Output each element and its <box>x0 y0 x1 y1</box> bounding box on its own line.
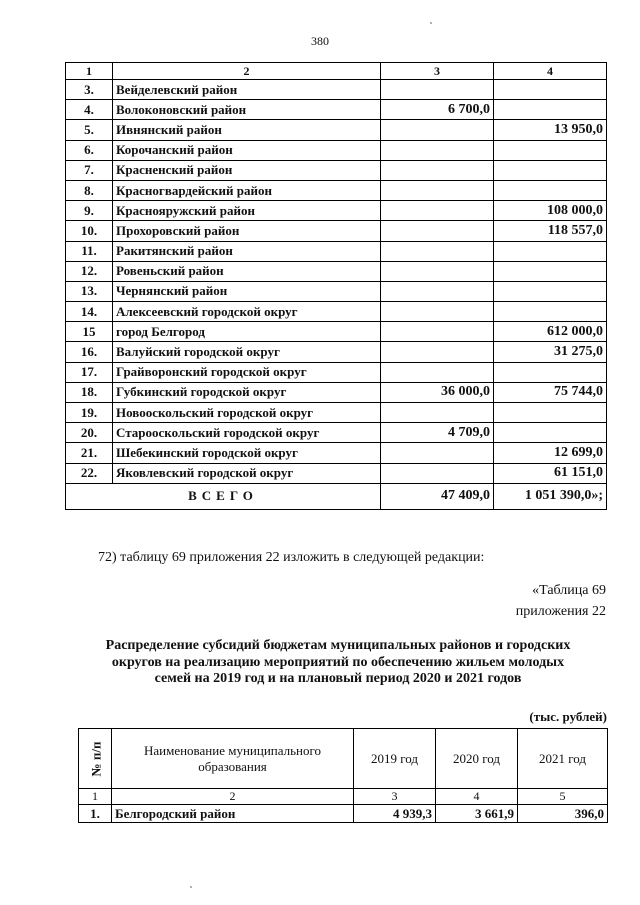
row-value-4 <box>494 80 607 100</box>
row-number: 9. <box>66 201 113 221</box>
table-row <box>66 120 607 140</box>
table-row <box>66 423 607 443</box>
row-value-4 <box>494 261 607 281</box>
page-number: 380 <box>311 34 329 48</box>
table-row <box>66 362 607 382</box>
row-name: Яковлевский городской округ <box>113 463 381 483</box>
row-value-4 <box>494 241 607 261</box>
row-number: 19. <box>66 403 113 423</box>
table-row <box>66 261 607 281</box>
table-row <box>66 443 607 463</box>
row-number: 12. <box>66 261 113 281</box>
row-value-3 <box>381 403 494 423</box>
row-name: Корочанский район <box>113 140 381 160</box>
table-title <box>70 638 606 688</box>
row-value-4: 108 000,0 <box>494 201 607 221</box>
row-name: Вейделевский район <box>113 80 381 100</box>
row-number: 11. <box>66 241 113 261</box>
row-number: 16. <box>66 342 113 362</box>
row-value-3 <box>381 281 494 301</box>
row-value-3 <box>381 463 494 483</box>
title-line: Распределение субсидий бюджетам муниципальных районов и городских <box>105 638 571 653</box>
table-row <box>66 100 607 120</box>
total-label: ВСЕГО <box>66 483 381 509</box>
row-value-4 <box>494 140 607 160</box>
row-value-2021: 396,0 <box>518 805 608 823</box>
header-num-text: № п/п <box>88 741 104 776</box>
row-value-3 <box>381 241 494 261</box>
row-name: Валуйский городской округ <box>113 342 381 362</box>
table-row <box>66 201 607 221</box>
row-name: Грайворонский городской округ <box>113 362 381 382</box>
row-number: 15 <box>66 322 113 342</box>
row-name: Красненский район <box>113 160 381 180</box>
row-name: город Белгород <box>113 322 381 342</box>
header-num <box>79 729 112 789</box>
table-row <box>66 382 607 402</box>
index-cell: 1 <box>79 789 112 805</box>
table-row <box>66 180 607 200</box>
row-name: Прохоровский район <box>113 221 381 241</box>
column-index-row <box>79 789 608 805</box>
row-number: 5. <box>66 120 113 140</box>
row-number: 18. <box>66 382 113 402</box>
row-name: Ивнянский район <box>113 120 381 140</box>
total-value-4: 1 051 390,0»; <box>494 483 607 509</box>
header-cell: 3 <box>381 63 494 80</box>
scan-speck <box>190 886 192 888</box>
header-cell: 1 <box>66 63 113 80</box>
row-name: Волоконовский район <box>113 100 381 120</box>
units-label: (тыс. рублей) <box>529 709 607 724</box>
table-row <box>79 805 608 823</box>
row-name: Губкинский городской округ <box>113 382 381 402</box>
title-line: округов на реализацию мероприятий по обеспечению жильем молодых <box>111 654 565 670</box>
row-value-4 <box>494 281 607 301</box>
row-value-3 <box>381 261 494 281</box>
row-name: Ровеньский район <box>113 261 381 281</box>
row-value-4 <box>494 302 607 322</box>
row-value-3 <box>381 160 494 180</box>
row-value-3: 6 700,0 <box>381 100 494 120</box>
header-2019: 2019 год <box>354 729 436 789</box>
row-name: Шебекинский городской округ <box>113 443 381 463</box>
row-name: Краснояружский район <box>113 201 381 221</box>
row-value-3 <box>381 201 494 221</box>
table-row <box>66 221 607 241</box>
row-value-3 <box>381 322 494 342</box>
table-row <box>66 281 607 301</box>
header-cell: 2 <box>113 63 381 80</box>
row-value-4: 118 557,0 <box>494 221 607 241</box>
total-row <box>66 483 607 509</box>
index-cell: 2 <box>112 789 354 805</box>
subsidy-table-69 <box>78 728 608 823</box>
row-name: Ракитянский район <box>113 241 381 261</box>
amendment-paragraph: 72) таблицу 69 приложения 22 изложить в следующей редакции: <box>98 550 485 565</box>
table-row <box>66 302 607 322</box>
header-2020: 2020 год <box>436 729 518 789</box>
row-number: 8. <box>66 180 113 200</box>
row-number: 21. <box>66 443 113 463</box>
row-value-4 <box>494 180 607 200</box>
scan-speck <box>430 22 432 24</box>
row-value-4: 612 000,0 <box>494 322 607 342</box>
row-name: Белгородский район <box>112 805 354 823</box>
row-number: 13. <box>66 281 113 301</box>
row-number: 20. <box>66 423 113 443</box>
row-name: Алексеевский городской округ <box>113 302 381 322</box>
row-number: 22. <box>66 463 113 483</box>
row-number: 1. <box>79 805 112 823</box>
row-value-4: 75 744,0 <box>494 382 607 402</box>
row-value-3 <box>381 342 494 362</box>
row-number: 6. <box>66 140 113 160</box>
row-value-4 <box>494 160 607 180</box>
header-cell: 4 <box>494 63 607 80</box>
row-value-3 <box>381 221 494 241</box>
table-row <box>66 140 607 160</box>
header-name: Наименование муниципального образования <box>112 729 354 789</box>
header-2021: 2021 год <box>518 729 608 789</box>
row-value-4 <box>494 403 607 423</box>
table-header-row <box>66 63 607 80</box>
table-row <box>66 403 607 423</box>
row-value-4 <box>494 362 607 382</box>
row-number: 3. <box>66 80 113 100</box>
table-caption-line1: «Таблица 69 <box>532 583 606 598</box>
table-row <box>66 241 607 261</box>
row-value-4: 31 275,0 <box>494 342 607 362</box>
table-row <box>66 463 607 483</box>
row-value-3 <box>381 443 494 463</box>
row-value-3 <box>381 120 494 140</box>
row-name: Красногвардейский район <box>113 180 381 200</box>
table-row <box>66 322 607 342</box>
index-cell: 5 <box>518 789 608 805</box>
row-name: Новооскольский городской округ <box>113 403 381 423</box>
row-value-4 <box>494 100 607 120</box>
row-value-4: 13 950,0 <box>494 120 607 140</box>
row-value-4 <box>494 423 607 443</box>
row-value-2019: 4 939,3 <box>354 805 436 823</box>
index-cell: 4 <box>436 789 518 805</box>
table-header-row <box>79 729 608 789</box>
row-value-3 <box>381 80 494 100</box>
title-line: семей на 2019 год и на плановый период 2020 и 2021 годов <box>154 671 522 686</box>
row-value-3: 36 000,0 <box>381 382 494 402</box>
row-value-3 <box>381 302 494 322</box>
row-number: 14. <box>66 302 113 322</box>
table-row <box>66 160 607 180</box>
index-cell: 3 <box>354 789 436 805</box>
row-value-3 <box>381 140 494 160</box>
row-number: 7. <box>66 160 113 180</box>
table-caption-line2: приложения 22 <box>515 604 606 619</box>
table-row <box>66 342 607 362</box>
row-name: Старооскольский городской округ <box>113 423 381 443</box>
row-number: 4. <box>66 100 113 120</box>
row-value-3: 4 709,0 <box>381 423 494 443</box>
row-value-3 <box>381 362 494 382</box>
row-value-4: 12 699,0 <box>494 443 607 463</box>
subsidy-table-continued <box>65 62 607 510</box>
total-value-3: 47 409,0 <box>381 483 494 509</box>
table-row <box>66 80 607 100</box>
row-number: 10. <box>66 221 113 241</box>
row-value-2020: 3 661,9 <box>436 805 518 823</box>
row-value-4: 61 151,0 <box>494 463 607 483</box>
row-value-3 <box>381 180 494 200</box>
row-number: 17. <box>66 362 113 382</box>
row-name: Чернянский район <box>113 281 381 301</box>
